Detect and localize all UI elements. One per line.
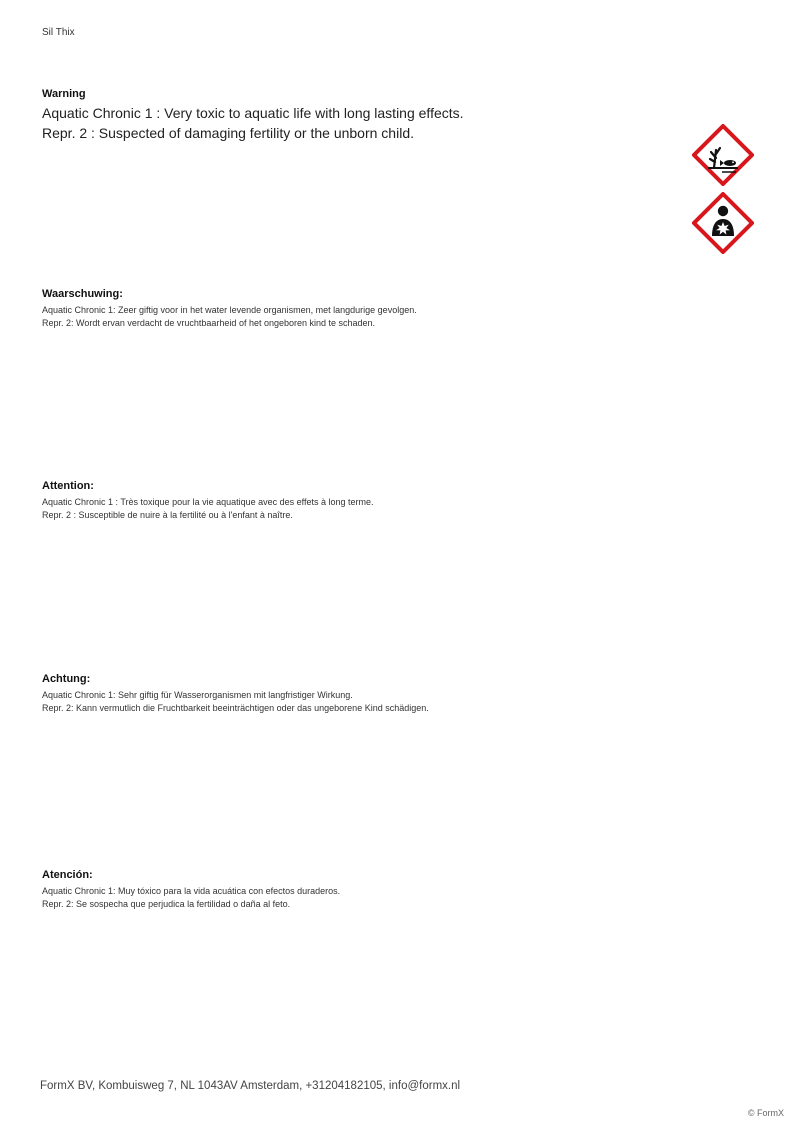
signal-word: Warning	[42, 88, 86, 100]
classification-line: Repr. 2: Se sospecha que perjudica la fertilidad o daña al feto.	[42, 899, 291, 909]
hazard-section-es	[42, 869, 672, 911]
hazard-section-en	[42, 88, 672, 143]
signal-word: Waarschuwing:	[42, 288, 123, 300]
signal-word: Atención:	[42, 869, 93, 881]
signal-word: Attention:	[42, 480, 94, 492]
classification-line: Repr. 2 : Suspected of damaging fertility or the unborn child.	[42, 125, 414, 141]
classification-line: Aquatic Chronic 1: Sehr giftig für Wasserorganismen mit langfristiger Wirkung.	[42, 690, 353, 700]
classification-line: Repr. 2: Kann vermutlich die Fruchtbarkeit beeinträchtigen oder das ungeborene Kind schädigen.	[42, 703, 429, 713]
classification-line: Repr. 2 : Susceptible de nuire à la fertilité ou à l'enfant à naître.	[42, 510, 293, 520]
ghs08-health-hazard-icon	[692, 192, 754, 254]
footer-copyright: © FormX	[747, 1108, 784, 1118]
footer-address: FormX BV, Kombuisweg 7, NL 1043AV Amsterdam, +31204182105, info@formx.nl	[40, 1080, 461, 1092]
hazard-section-nl	[42, 288, 672, 330]
classification-line: Aquatic Chronic 1 : Très toxique pour la vie aquatique avec des effets à long terme.	[42, 497, 374, 507]
classification-line: Aquatic Chronic 1: Zeer giftig voor in het water levende organismen, met langdurige gevolgen.	[42, 305, 417, 315]
classification-line: Aquatic Chronic 1 : Very toxic to aquatic life with long lasting effects.	[42, 105, 464, 121]
hazard-section-fr	[42, 480, 672, 522]
ghs09-environment-icon	[692, 124, 754, 186]
hazard-section-de	[42, 673, 672, 715]
pictogram-border	[694, 126, 752, 184]
product-name: Sil Thix	[42, 27, 75, 38]
classification-line: Repr. 2: Wordt ervan verdacht de vruchtbaarheid of het ongeboren kind te schaden.	[42, 318, 376, 328]
signal-word: Achtung:	[42, 673, 91, 685]
classification-line: Aquatic Chronic 1: Muy tóxico para la vida acuática con efectos duraderos.	[42, 886, 341, 896]
